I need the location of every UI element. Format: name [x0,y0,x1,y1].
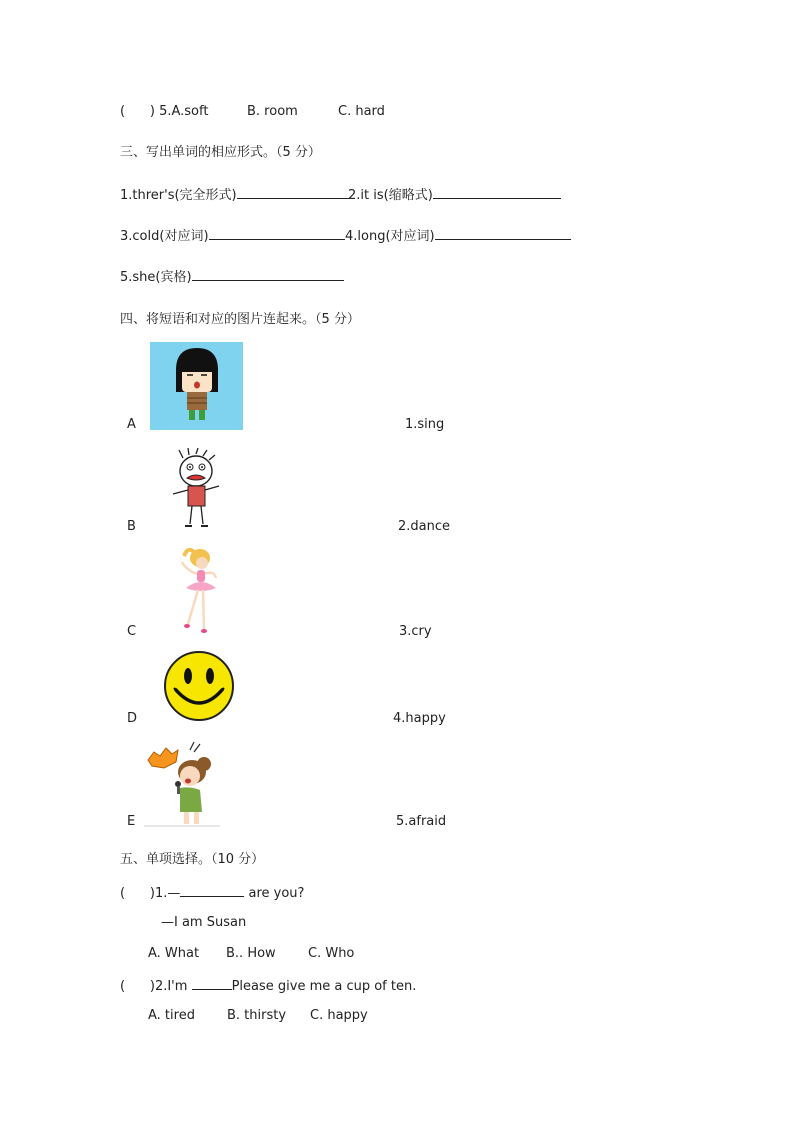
answer-blank[interactable] [433,186,561,199]
section-5-q2-row [120,977,416,994]
question-stem: 5.A.soft [159,104,209,119]
letter-a: A [127,417,136,432]
section-5-q1-row [120,884,304,901]
word-sing: 1.sing [405,417,445,432]
girl-scared-picture [150,342,243,430]
item-label: 2.it is(缩略式) [348,188,433,203]
item-label: 3.cold(对应词) [120,229,209,244]
ballerina-dancing-picture [170,548,222,634]
q1-option-c: C. Who [308,946,355,961]
section-3-item-3 [120,225,345,244]
section-3-item-2 [348,184,561,203]
word-afraid: 5.afraid [396,814,447,829]
section-5-heading: 五、单项选择。（10 分） [120,852,265,867]
item-label: 1.threr's(完全形式) [120,188,237,203]
question-stem-prefix: 2.I'm [154,979,188,994]
letter-d: D [127,711,138,726]
q2-option-b: B. thirsty [227,1008,287,1023]
section-5-q1-answer: —I am Susan [161,915,247,930]
section-3-heading: 三、写出单词的相应形式。（5 分） [120,145,321,160]
answer-blank[interactable] [237,186,349,199]
option-c: C. hard [338,104,385,119]
letter-c: C [127,624,137,639]
answer-paren: ( ) [120,979,155,994]
letter-e: E [127,814,136,829]
smiley-face-picture [162,650,236,724]
word-happy: 4.happy [393,711,446,726]
q1-option-b: B.. How [226,946,276,961]
question-stem-suffix: are you? [248,886,305,901]
section-3-item-1 [120,184,349,203]
answer-paren: ( ) [120,886,155,901]
q2-option-c: C. happy [310,1008,368,1023]
answer-paren: ( ) [120,104,155,119]
answer-blank[interactable] [192,268,344,281]
letter-b: B [127,519,136,534]
q1-option-a: A. What [148,946,200,961]
item-label: 5.she(宾格) [120,270,192,285]
section-4-heading: 四、将短语和对应的图片连起来。（5 分） [120,312,360,327]
section-3-item-4 [345,225,571,244]
word-cry: 3.cry [399,624,432,639]
answer-blank[interactable] [192,977,232,990]
girl-singing-picture [144,738,220,828]
question-5-row [120,104,208,119]
question-stem-prefix: 1.— [154,886,181,901]
answer-blank[interactable] [209,227,345,240]
question-stem-suffix: Please give me a cup of ten. [231,979,417,994]
section-3-item-5 [120,266,344,285]
answer-blank[interactable] [435,227,571,240]
option-b: B. room [247,104,298,119]
q2-option-a: A. tired [148,1008,195,1023]
boy-crying-picture [165,448,227,532]
word-dance: 2.dance [398,519,451,534]
item-label: 4.long(对应词) [345,229,435,244]
answer-blank[interactable] [180,884,244,897]
